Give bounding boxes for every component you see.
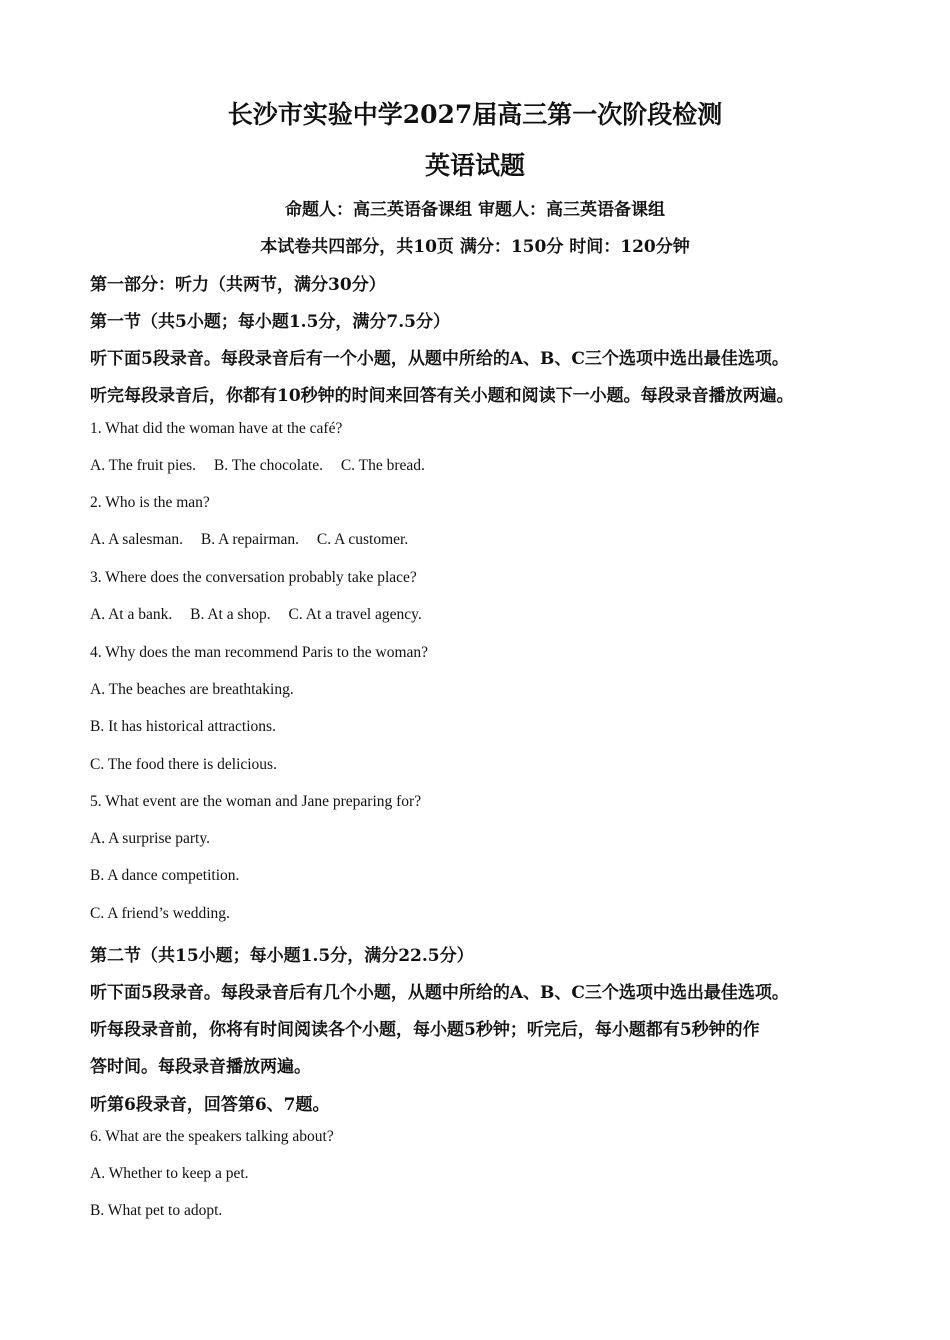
question-4: 4. Why does the man recommend Paris to the woman? — [90, 644, 429, 661]
option-a: A. The fruit pies. — [90, 457, 197, 474]
section2-heading: 第二节（共15小题；每小题1.5分，满分22.5分） — [90, 946, 474, 966]
option-c: C. At a travel agency. — [288, 606, 422, 623]
question-2: 2. Who is the man? — [90, 494, 210, 511]
option-b: B. The chocolate. — [213, 457, 323, 474]
section2-instruction: 听下面5段录音。每段录音后有几个小题，从题中所给的A、B、C三个选项中选出最佳选项。 — [90, 983, 789, 1003]
question-1-options — [90, 457, 439, 475]
question-3-options — [90, 606, 436, 624]
option-a: A. At a bank. — [90, 606, 173, 623]
question-2-options — [90, 531, 422, 549]
option-b: B. At a shop. — [190, 606, 271, 623]
recording-6-heading: 听第6段录音，回答第6、7题。 — [90, 1095, 330, 1115]
exam-title: 长沙市实验中学2027届高三第一次阶段检测 — [227, 100, 723, 129]
option-b: B. A repairman. — [200, 531, 300, 548]
question-1: 1. What did the woman have at the café? — [90, 420, 343, 437]
option-c: C. A friend’s wedding. — [90, 905, 230, 922]
option-a: A. A surprise party. — [90, 830, 210, 847]
option-a: A. Whether to keep a pet. — [90, 1165, 249, 1182]
option-b: B. What pet to adopt. — [90, 1202, 223, 1219]
question-5: 5. What event are the woman and Jane preparing for? — [90, 793, 422, 810]
option-b: B. It has historical attractions. — [90, 718, 276, 735]
option-b: B. A dance competition. — [90, 867, 240, 884]
exam-info-line: 本试卷共四部分，共10页 满分：150分 时间：120分钟 — [260, 237, 690, 257]
option-a: A. A salesman. — [90, 531, 183, 548]
section2-instruction: 听每段录音前，你将有时间阅读各个小题，每小题5秒钟；听完后，每小题都有5秒钟的作 — [90, 1020, 760, 1040]
section2-instruction: 答时间。每段录音播放两遍。 — [90, 1057, 311, 1077]
subject-title: 英语试题 — [424, 151, 525, 180]
section1-instruction: 听完每段录音后，你都有10秒钟的时间来回答有关小题和阅读下一小题。每段录音播放两遍。 — [90, 386, 794, 406]
section1-heading: 第一节（共5小题；每小题1.5分，满分7.5分） — [90, 312, 450, 332]
option-a: A. The beaches are breathtaking. — [90, 681, 294, 698]
authors-line: 命题人：高三英语备课组 审题人：高三英语备课组 — [285, 200, 665, 220]
question-6: 6. What are the speakers talking about? — [90, 1128, 334, 1145]
option-c: C. The bread. — [340, 457, 425, 474]
section1-instruction: 听下面5段录音。每段录音后有一个小题，从题中所给的A、B、C三个选项中选出最佳选项。 — [90, 349, 789, 369]
part1-heading: 第一部分：听力（共两节，满分30分） — [90, 275, 386, 295]
question-3: 3. Where does the conversation probably take place? — [90, 569, 417, 586]
option-c: C. A customer. — [316, 531, 409, 548]
option-c: C. The food there is delicious. — [90, 756, 277, 773]
